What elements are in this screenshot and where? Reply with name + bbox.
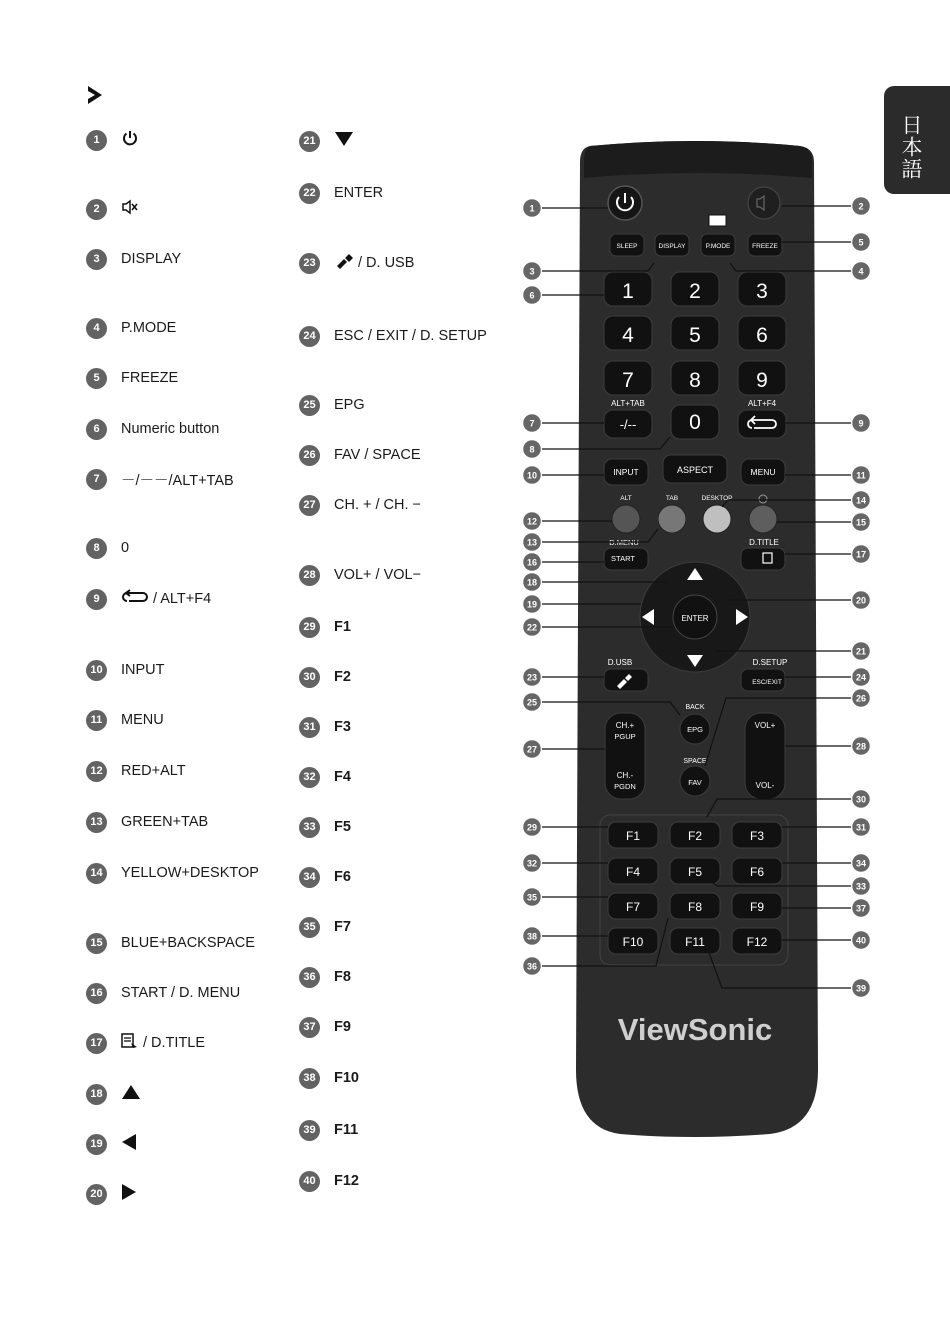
- callout-number: 35: [526, 892, 538, 903]
- usb-button: [604, 669, 648, 691]
- legend-number-badge: 35: [299, 917, 320, 938]
- callout-number: 30: [855, 794, 867, 805]
- legend-number-badge: 34: [299, 867, 320, 888]
- legend-number-badge: 33: [299, 817, 320, 838]
- digit-label: 3: [756, 280, 768, 303]
- callout-number: 37: [855, 903, 867, 914]
- callout-number: 24: [855, 672, 867, 683]
- legend-text: BLUE+BACKSPACE: [121, 935, 255, 951]
- legend-number-badge: 16: [86, 983, 107, 1004]
- callout-number: 28: [855, 741, 867, 752]
- function-key-label: F8: [687, 900, 703, 914]
- legend-text: F5: [334, 819, 351, 835]
- function-key-label: F2: [687, 829, 703, 843]
- function-key-label: F7: [625, 900, 641, 914]
- legend-number-badge: 26: [299, 445, 320, 466]
- callout-number: 20: [855, 595, 867, 606]
- legend-text: F12: [334, 1173, 359, 1189]
- legend-text: F8: [334, 969, 351, 985]
- legend-number-badge: 22: [299, 183, 320, 204]
- callout-number: 10: [526, 470, 538, 481]
- color-key-button: [749, 505, 777, 533]
- digit-label: 4: [622, 324, 634, 347]
- d-usb-label: D.USB: [607, 658, 633, 667]
- top-function-label: SLEEP: [616, 243, 638, 250]
- callout-number: 4: [858, 266, 864, 277]
- legend-text: ESC / EXIT / D. SETUP: [334, 328, 487, 344]
- callout-number: 23: [526, 672, 538, 683]
- legend-text: ENTER: [334, 185, 384, 201]
- legend-text: FREEZE: [121, 370, 179, 386]
- callout-number: 2: [858, 201, 864, 212]
- callout-number: 27: [526, 744, 538, 755]
- callout-number: 22: [526, 622, 538, 633]
- callout-number: 12: [526, 516, 538, 527]
- d-setup-label: D.SETUP: [752, 658, 788, 667]
- function-key-label: F6: [749, 865, 765, 879]
- function-key-label: F4: [625, 865, 641, 879]
- space-label: SPACE: [683, 758, 707, 765]
- back-label: BACK: [685, 704, 705, 711]
- language-tab-label: 日本語: [899, 114, 923, 180]
- epg-label: EPG: [687, 725, 703, 734]
- color-key-label: TAB: [665, 495, 679, 502]
- return-button: [738, 410, 786, 438]
- d-title-label: D.TITLE: [749, 538, 779, 547]
- zero-label: 0: [689, 411, 701, 434]
- legend-number-badge: 27: [299, 495, 320, 516]
- callout-number: 17: [855, 549, 867, 560]
- digit-label: 9: [756, 369, 768, 392]
- callout-number: 6: [529, 290, 535, 301]
- color-key-button: [612, 505, 640, 533]
- remote-top-window: [584, 141, 812, 178]
- legend-number-badge: 3: [86, 249, 107, 270]
- color-key-button: [703, 505, 731, 533]
- callout-number: 16: [526, 557, 538, 568]
- legend-number-badge: 8: [86, 538, 107, 559]
- legend-text: YELLOW+DESKTOP: [121, 865, 259, 881]
- legend-text: INPUT: [121, 662, 165, 678]
- legend-number-badge: 11: [86, 710, 107, 731]
- legend-number-badge: 32: [299, 767, 320, 788]
- legend-text: F2: [334, 669, 351, 685]
- dash-label: -/--: [619, 417, 637, 432]
- brand-logo-text: ViewSonic: [617, 1012, 773, 1047]
- callout-number: 29: [526, 822, 538, 833]
- legend-number-badge: 9: [86, 589, 107, 610]
- legend-text: －/－－/ALT+TAB: [121, 472, 234, 489]
- callout-number: 3: [529, 266, 535, 277]
- legend-number-badge: 24: [299, 326, 320, 347]
- legend-text: / D.TITLE: [143, 1035, 206, 1051]
- legend-text: RED+ALT: [121, 763, 186, 779]
- legend-text: P.MODE: [121, 320, 177, 336]
- digit-label: 2: [689, 280, 701, 303]
- start-label: START: [611, 554, 635, 563]
- digit-label: 8: [689, 369, 701, 392]
- input-label: INPUT: [613, 467, 639, 477]
- d-menu-label: D.MENU: [609, 538, 639, 547]
- color-key-label: DESKTOP: [701, 495, 733, 502]
- legend-number-badge: 4: [86, 318, 107, 339]
- legend-number-badge: 36: [299, 967, 320, 988]
- callout-number: 33: [855, 881, 867, 892]
- callout-number: 21: [855, 646, 867, 657]
- function-key-label: F12: [746, 935, 768, 949]
- legend-number-badge: 10: [86, 660, 107, 681]
- legend-text: DISPLAY: [121, 251, 182, 267]
- legend-number-badge: 40: [299, 1171, 320, 1192]
- top-function-label: FREEZE: [752, 243, 778, 250]
- legend-text: F9: [334, 1019, 351, 1035]
- callout-number: 9: [858, 418, 864, 429]
- color-key-button: [658, 505, 686, 533]
- digit-label: 7: [622, 369, 634, 392]
- legend-text: Numeric button: [121, 421, 220, 437]
- legend-number-badge: 29: [299, 617, 320, 638]
- color-key-label: ALT: [620, 495, 632, 502]
- menu-label: MENU: [750, 467, 776, 477]
- alt-tab-label: ALT+TAB: [611, 399, 645, 408]
- callout-number: 36: [526, 961, 538, 972]
- function-key-label: F3: [749, 829, 765, 843]
- ch-down-label: CH.-: [616, 771, 634, 780]
- legend-number-badge: 14: [86, 863, 107, 884]
- legend-number-badge: 13: [86, 812, 107, 833]
- legend-text: F7: [334, 919, 351, 935]
- legend-number-badge: 28: [299, 565, 320, 586]
- legend-text: / D. USB: [358, 255, 415, 271]
- callout-number: 32: [526, 858, 538, 869]
- legend-number-badge: 18: [86, 1084, 107, 1105]
- legend-number-badge: 20: [86, 1184, 107, 1205]
- legend-number-badge: 39: [299, 1120, 320, 1141]
- legend-text: F11: [334, 1122, 359, 1138]
- callout-number: 34: [855, 858, 867, 869]
- callout-number: 1: [529, 203, 535, 214]
- legend-number-badge: 37: [299, 1017, 320, 1038]
- callout-number: 18: [526, 577, 538, 588]
- function-key-label: F10: [622, 935, 644, 949]
- legend-text: CH. + / CH. −: [334, 497, 422, 513]
- legend-text: F4: [334, 769, 351, 785]
- legend-text: F3: [334, 719, 351, 735]
- enter-label: ENTER: [681, 614, 709, 623]
- callout-number: 5: [858, 237, 864, 248]
- callout-number: 13: [526, 537, 538, 548]
- legend-text: START / D. MENU: [121, 985, 241, 1001]
- callout-number: 19: [526, 599, 538, 610]
- esc-exit-label: ESC/EXIT: [752, 679, 782, 686]
- function-key-label: F1: [625, 829, 641, 843]
- top-function-label: DISPLAY: [658, 243, 686, 250]
- legend-number-badge: 23: [299, 253, 320, 274]
- legend-text: 0: [121, 540, 130, 556]
- legend-number-badge: 30: [299, 667, 320, 688]
- ch-up-label: CH.+: [615, 721, 635, 730]
- legend-text: F10: [334, 1070, 359, 1086]
- legend-number-badge: 1: [86, 130, 107, 151]
- callout-number: 8: [529, 444, 535, 455]
- top-function-label: P.MODE: [705, 243, 731, 250]
- digit-label: 5: [689, 324, 701, 347]
- legend-text: / ALT+F4: [153, 591, 212, 607]
- pgup-label: PGUP: [614, 732, 636, 741]
- legend-number-badge: 25: [299, 395, 320, 416]
- legend-number-badge: 12: [86, 761, 107, 782]
- ir-window: [709, 215, 726, 226]
- callout-number: 11: [856, 470, 866, 481]
- legend-number-badge: 19: [86, 1134, 107, 1155]
- aspect-label: ASPECT: [676, 465, 714, 475]
- pgdn-label: PGDN: [614, 782, 636, 791]
- legend-number-badge: 5: [86, 368, 107, 389]
- legend-number-badge: 21: [299, 131, 320, 152]
- legend-number-badge: 31: [299, 717, 320, 738]
- fav-label: FAV: [688, 778, 702, 787]
- function-key-label: F9: [749, 900, 765, 914]
- legend-text: GREEN+TAB: [121, 814, 209, 830]
- callout-number: 25: [526, 697, 538, 708]
- legend-text: FAV / SPACE: [334, 447, 421, 463]
- digit-label: 6: [756, 324, 768, 347]
- legend-text: EPG: [334, 397, 365, 413]
- callout-number: 40: [855, 935, 867, 946]
- callout-number: 15: [855, 517, 867, 528]
- callout-number: 26: [855, 693, 867, 704]
- legend-number-badge: 15: [86, 933, 107, 954]
- alt-f4-label: ALT+F4: [747, 399, 777, 408]
- vol-down-label: VOL-: [755, 781, 775, 790]
- function-key-label: F5: [687, 865, 703, 879]
- legend-number-badge: 17: [86, 1033, 107, 1054]
- legend-text: MENU: [121, 712, 164, 728]
- legend-text: VOL+ / VOL−: [334, 567, 422, 583]
- vol-up-label: VOL+: [754, 721, 776, 730]
- legend-number-badge: 7: [86, 469, 107, 490]
- callout-number: 7: [529, 418, 535, 429]
- legend-text: F6: [334, 869, 351, 885]
- digit-label: 1: [622, 280, 634, 303]
- legend-number-badge: 6: [86, 419, 107, 440]
- legend-text: F1: [334, 619, 351, 635]
- legend-number-badge: 2: [86, 199, 107, 220]
- callout-number: 38: [526, 931, 538, 942]
- callout-number: 31: [855, 822, 867, 833]
- callout-number: 39: [855, 983, 867, 994]
- legend-number-badge: 38: [299, 1068, 320, 1089]
- function-key-label: F11: [685, 935, 705, 949]
- callout-number: 14: [855, 495, 867, 506]
